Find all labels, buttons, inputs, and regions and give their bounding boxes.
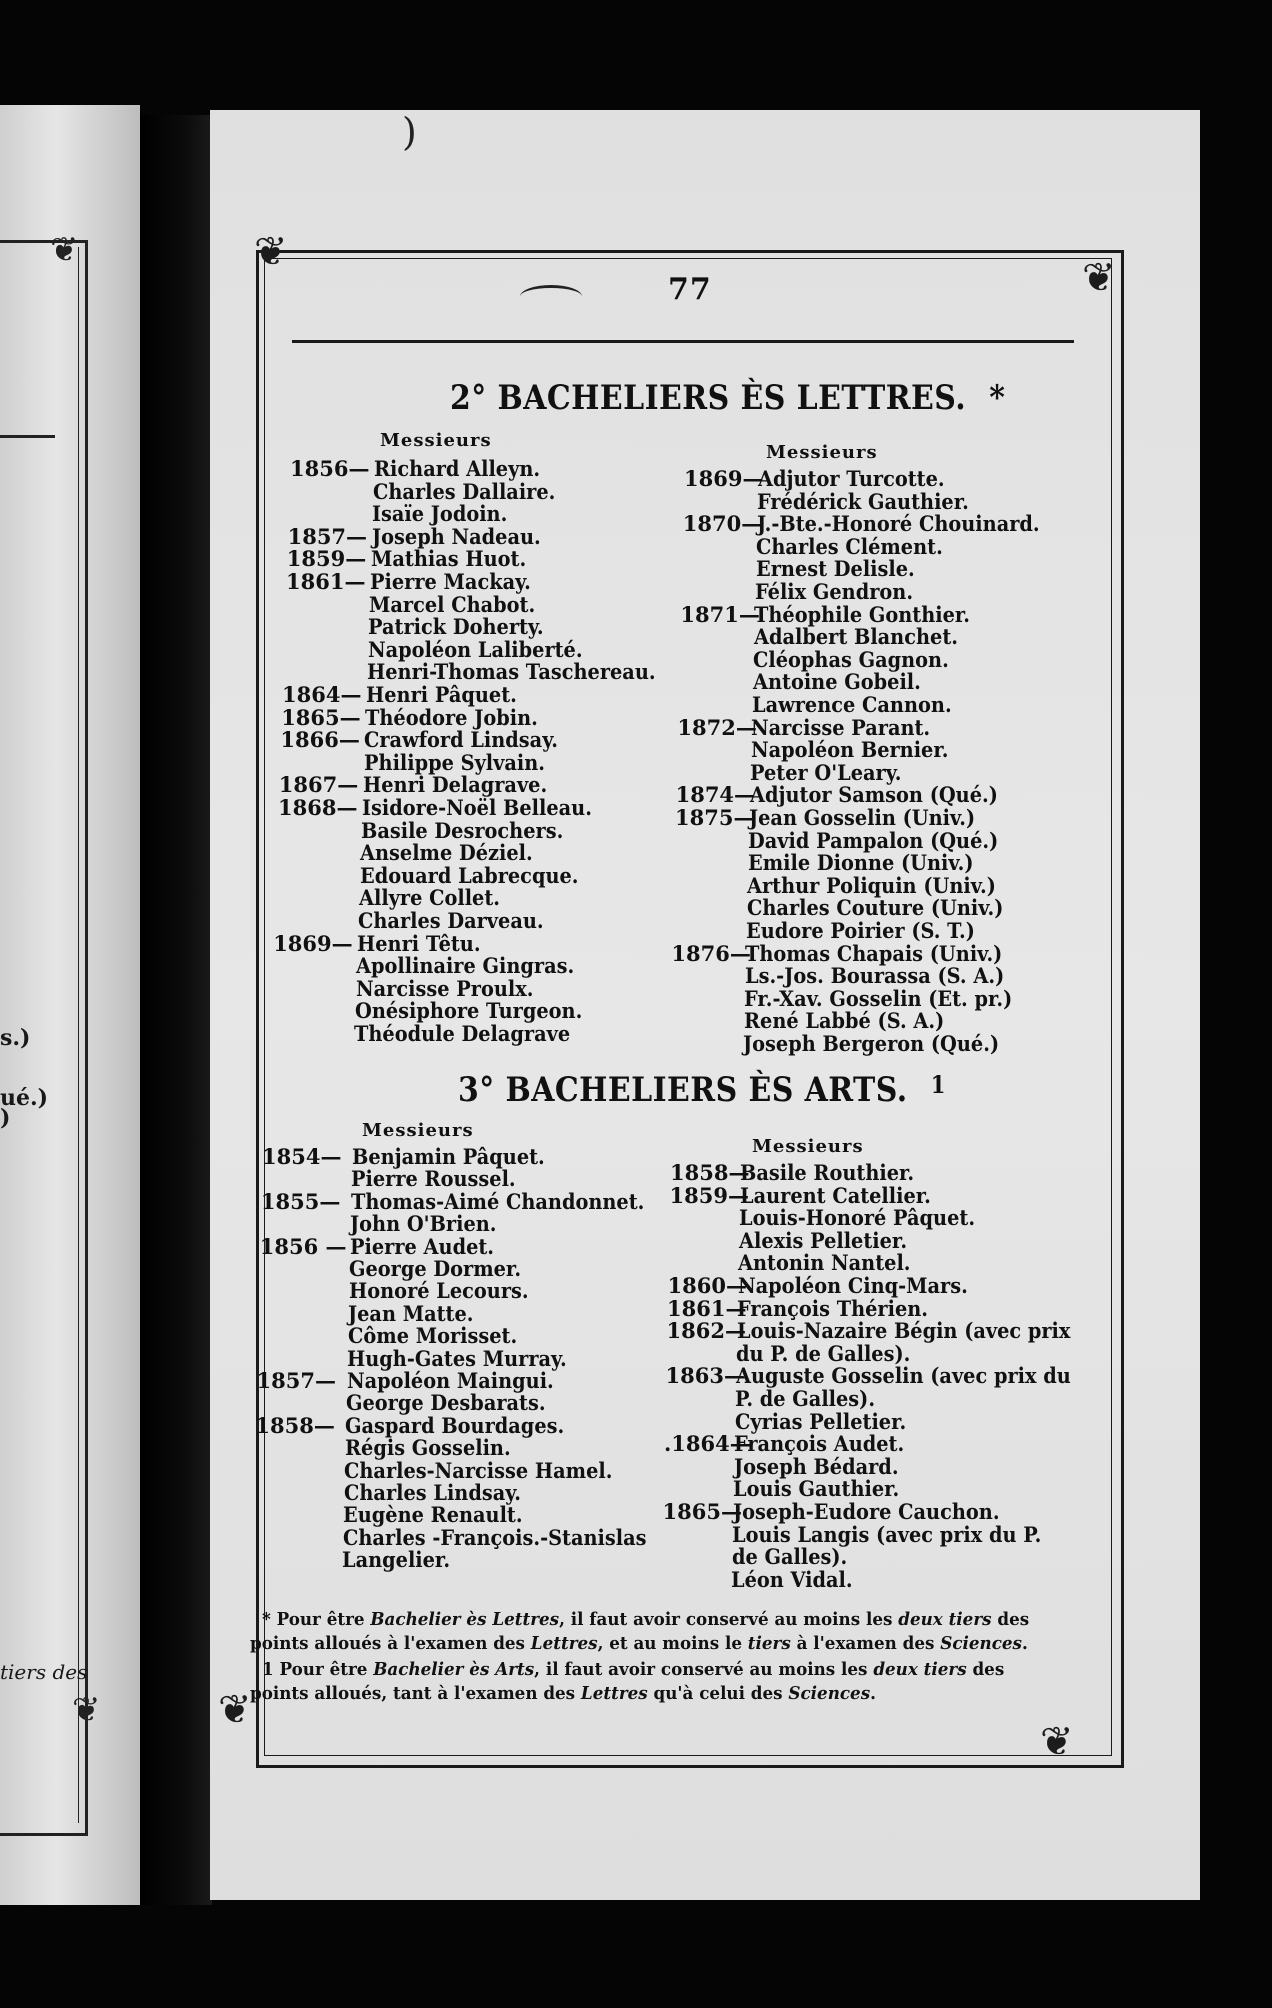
graduate-name: François Audet. <box>734 1431 905 1457</box>
footnote-text: points alloués, tant à l'examen des <box>250 1683 581 1704</box>
graduation-year: 1861— <box>286 569 366 594</box>
graduate-name: Louis Langis (avec prix du P. <box>732 1521 1042 1547</box>
footnote-emphasis: Sciences <box>788 1683 871 1704</box>
graduate-name: Charles Lindsay. <box>343 1480 521 1505</box>
graduate-name: Charles Couture (Univ.) <box>746 895 1003 921</box>
footnote-text: des <box>966 1659 1005 1680</box>
graduate-name: Félix Gendron. <box>755 579 914 604</box>
graduate-name: Théophile Gonthier. <box>754 601 971 627</box>
left-page-fragment: tiers des <box>0 1660 88 1684</box>
graduate-name: Alexis Pelletier. <box>738 1227 907 1253</box>
graduate-name: Antoine Gobeil. <box>752 669 921 695</box>
graduate-name: Napoléon Bernier. <box>750 737 949 763</box>
footnote-text: des <box>991 1609 1030 1630</box>
column-header: Messieurs <box>752 1136 864 1157</box>
graduation-year: 1866— <box>280 727 360 753</box>
graduation-year: 1859— <box>286 546 367 572</box>
graduate-name: Hugh-Gates Murray. <box>347 1345 567 1371</box>
graduate-name: Narcisse Parant. <box>751 714 931 740</box>
left-page-rule <box>0 435 55 438</box>
graduate-name: Henri Têtu. <box>357 930 481 956</box>
graduation-year: 1860— <box>667 1273 747 1298</box>
graduate-name: Langelier. <box>342 1547 451 1573</box>
graduate-name: Jean Matte. <box>348 1300 474 1326</box>
footnote-mark: 1 <box>930 1070 946 1099</box>
graduation-year: 1857— <box>287 523 368 549</box>
footnote-text: 1 Pour être <box>262 1659 374 1680</box>
left-page-fragment: ) <box>0 1105 11 1131</box>
graduate-name: Thomas-Aimé Chandonnet. <box>350 1188 645 1214</box>
graduate-name: Lawrence Cannon. <box>752 692 952 717</box>
footnote-emphasis: deux tiers <box>873 1659 967 1680</box>
graduate-name: Napoléon Maingui. <box>346 1368 554 1393</box>
graduate-name: George Desbarats. <box>345 1390 546 1416</box>
footnote-emphasis: tiers <box>747 1633 791 1654</box>
graduate-name: P. de Galles). <box>735 1386 876 1411</box>
graduate-name: David Pampalon (Qué.) <box>748 827 999 853</box>
footnote-text: à l'examen des <box>790 1633 941 1654</box>
graduate-name: Pierre Roussel. <box>351 1166 517 1192</box>
graduate-name: Mathias Huot. <box>370 546 526 572</box>
graduate-name: Gaspard Bourdages. <box>345 1412 565 1438</box>
graduate-name: Napoléon Laliberté. <box>367 636 583 662</box>
graduation-year: 1856 — <box>259 1233 347 1259</box>
footnote-line <box>262 1610 1029 1630</box>
graduation-year: 1861— <box>667 1295 747 1321</box>
graduate-name: Joseph Nadeau. <box>371 523 541 549</box>
footnote-line <box>250 1634 1028 1654</box>
graduate-name: John O'Brien. <box>350 1211 497 1237</box>
graduate-name: Pierre Audet. <box>349 1233 494 1259</box>
footnote-emphasis: Lettres <box>580 1683 648 1704</box>
graduate-name: François Thérien. <box>737 1295 929 1321</box>
corner-ornament-icon: ❦ <box>1082 255 1116 301</box>
column-header: Messieurs <box>380 430 492 451</box>
graduation-year: 1875— <box>675 805 755 830</box>
corner-ornament-icon: ❦ <box>1040 1719 1074 1765</box>
footnote-text: . <box>870 1683 876 1704</box>
graduation-year: 1859— <box>669 1182 749 1208</box>
graduate-name: Côme Morisset. <box>347 1323 517 1349</box>
graduate-name: Crawford Lindsay. <box>364 727 559 753</box>
graduate-name: J.-Bte.-Honoré Chouinard. <box>756 511 1040 537</box>
graduate-name: Napoléon Cinq-Mars. <box>737 1273 968 1298</box>
asterisk-mark: * <box>989 378 1006 418</box>
book-gutter <box>140 115 212 1905</box>
graduate-name: Adalbert Blanchet. <box>753 624 958 650</box>
graduation-year: 1862— <box>666 1318 746 1344</box>
page-number: 77 <box>668 272 712 307</box>
graduation-year: 1871— <box>680 601 760 627</box>
graduation-year: 1872— <box>677 714 757 740</box>
footnote-text: . <box>1021 1633 1028 1654</box>
corner-ornament-icon: ❦ <box>254 229 288 275</box>
graduate-name: Narcisse Proulx. <box>355 975 534 1001</box>
graduate-name: Eugène Renault. <box>343 1502 523 1528</box>
graduation-year: .1864— <box>664 1431 751 1457</box>
graduate-name: Apollinaire Gingras. <box>356 953 575 979</box>
graduate-name: Louis-Nazaire Bégin (avec prix <box>736 1318 1070 1344</box>
graduation-year: 1867— <box>278 772 359 798</box>
section-title-arts <box>458 1070 946 1110</box>
graduate-name: Cléophas Gagnon. <box>753 646 950 672</box>
graduate-name: Isaïe Jodoin. <box>372 501 508 527</box>
graduate-name: Charles -François.-Stanislas <box>342 1524 647 1550</box>
graduate-name: George Dormer. <box>349 1256 522 1281</box>
graduation-year: 1854— <box>262 1144 342 1169</box>
graduate-name: Basile Desrochers. <box>361 817 564 843</box>
graduation-year: 1865— <box>281 704 361 730</box>
graduation-year: 1857— <box>256 1368 336 1393</box>
graduate-name: Henri Pâquet. <box>366 682 517 707</box>
graduate-name: Charles-Narcisse Hamel. <box>344 1457 613 1483</box>
footnote-text: * Pour être <box>262 1609 371 1630</box>
left-page-edge <box>0 105 140 1905</box>
graduation-year: 1855— <box>260 1188 341 1214</box>
footnote-emphasis: deux tiers <box>898 1609 992 1630</box>
footnote-emphasis: Lettres <box>530 1633 598 1654</box>
graduation-year: 1870— <box>682 511 763 537</box>
graduate-name: Eudore Poirier (S. T.) <box>746 918 975 943</box>
graduate-name: Ls.-Jos. Bourassa (S. A.) <box>744 963 1005 989</box>
footnote-emphasis: Bachelier ès Lettres <box>370 1609 560 1630</box>
graduate-name: Onésiphore Turgeon. <box>354 998 583 1024</box>
graduate-name: Jean Gosselin (Univ.) <box>749 805 976 830</box>
header-rule <box>292 340 1074 343</box>
graduate-name: Théodore Jobin. <box>365 704 539 730</box>
graduate-name: Emile Dionne (Univ.) <box>747 850 974 876</box>
graduate-name: Joseph Bédard. <box>733 1453 899 1479</box>
left-page-fragment: ué.) <box>0 1085 49 1111</box>
graduate-name: Thomas Chapais (Univ.) <box>745 940 1003 966</box>
graduate-name: de Galles). <box>731 1544 847 1570</box>
graduation-year: 1869— <box>684 466 764 491</box>
corner-ornament-icon: ❦ <box>50 230 79 270</box>
footnote-line <box>262 1660 1004 1680</box>
graduate-name: Antonin Nantel. <box>738 1250 911 1276</box>
graduate-name: Arthur Poliquin (Univ.) <box>747 872 997 898</box>
graduate-name: Pierre Mackay. <box>370 569 531 594</box>
graduate-name: Anselme Déziel. <box>360 840 534 866</box>
pencil-mark <box>520 285 582 308</box>
graduate-name: Patrick Doherty. <box>368 614 545 640</box>
column-header: Messieurs <box>362 1120 474 1141</box>
graduation-year: 1868— <box>278 795 358 820</box>
graduation-year: 1876— <box>671 940 751 966</box>
footnote-text: points alloués à l'examen des <box>250 1633 531 1654</box>
graduation-year: 1869— <box>273 930 353 956</box>
footnote-line <box>250 1684 876 1704</box>
graduate-name: Peter O'Leary. <box>750 759 902 785</box>
graduate-name: Laurent Catellier. <box>739 1182 931 1208</box>
footnote-text: , il faut avoir conservé au moins les <box>559 1609 899 1630</box>
graduate-name: Charles Dallaire. <box>373 478 556 504</box>
graduate-name: Henri Delagrave. <box>362 772 547 798</box>
section-title-lettres <box>450 378 1005 418</box>
graduate-name: Edouard Labrecque. <box>359 862 579 888</box>
graduation-year: 1863— <box>665 1363 745 1389</box>
graduation-year: 1865— <box>662 1499 742 1524</box>
footnote-text: qu'à celui des <box>647 1683 789 1704</box>
graduate-name: Auguste Gosselin (avec prix du <box>735 1363 1071 1389</box>
corner-ornament-icon: ❦ <box>72 1690 101 1730</box>
graduate-name: Charles Clément. <box>756 533 943 559</box>
graduate-name: Richard Alleyn. <box>374 456 541 481</box>
graduate-name: Fr.-Xav. Gosselin (Et. pr.) <box>744 985 1013 1011</box>
pen-mark: ) <box>402 110 417 154</box>
graduate-name: Louis-Honoré Pâquet. <box>739 1205 976 1231</box>
graduate-name: Léon Vidal. <box>731 1566 853 1592</box>
graduate-name: Adjutor Samson (Qué.) <box>749 782 998 808</box>
corner-ornament-icon: ❦ <box>218 1687 252 1733</box>
graduate-name: Cyrias Pelletier. <box>734 1408 906 1434</box>
column-header: Messieurs <box>766 442 878 463</box>
graduate-name: Joseph-Eudore Cauchon. <box>732 1499 1000 1524</box>
graduate-name: Ernest Delisle. <box>755 556 915 582</box>
graduate-name: Charles Darveau. <box>358 908 544 933</box>
graduate-name: Théodule Delagrave <box>354 1021 571 1046</box>
graduate-name: Henri-Thomas Taschereau. <box>366 659 656 685</box>
section-title-text: 2° BACHELIERS ÈS LETTRES. <box>450 378 967 418</box>
footnote-emphasis: Sciences <box>940 1633 1022 1654</box>
graduation-year: 1856— <box>290 456 370 481</box>
graduate-name: Marcel Chabot. <box>369 591 536 617</box>
graduate-name: Allyre Collet. <box>358 885 500 911</box>
graduate-name: Philippe Sylvain. <box>363 749 545 775</box>
footnote-emphasis: Bachelier ès Arts <box>373 1659 535 1680</box>
graduate-name: Louis Gauthier. <box>733 1476 900 1502</box>
graduate-name: Régis Gosselin. <box>344 1435 511 1461</box>
section-title-text: 3° BACHELIERS ÈS ARTS. <box>458 1070 908 1110</box>
graduation-year: 1874— <box>675 782 756 808</box>
graduate-name: Adjutor Turcotte. <box>758 466 945 491</box>
graduate-name: René Labbé (S. A.) <box>743 1008 944 1034</box>
footnote-text: , il faut avoir conservé au moins les <box>534 1659 874 1680</box>
graduation-year: 1864— <box>282 682 362 707</box>
graduate-name: Honoré Lecours. <box>348 1278 529 1304</box>
graduation-year: 1858— <box>255 1412 335 1438</box>
graduate-name: du P. de Galles). <box>736 1340 911 1366</box>
footnote-text: , et au moins le <box>597 1633 748 1654</box>
graduate-name: Frédérick Gauthier. <box>757 488 970 514</box>
left-page-fragment: s.) <box>0 1025 31 1051</box>
graduate-name: Joseph Bergeron (Qué.) <box>743 1031 1000 1056</box>
graduate-name: Benjamin Pâquet. <box>352 1144 545 1169</box>
graduate-name: Basile Routhier. <box>740 1160 915 1185</box>
graduate-name: Isidore-Noël Belleau. <box>362 795 592 820</box>
graduation-year: 1858— <box>670 1160 750 1185</box>
